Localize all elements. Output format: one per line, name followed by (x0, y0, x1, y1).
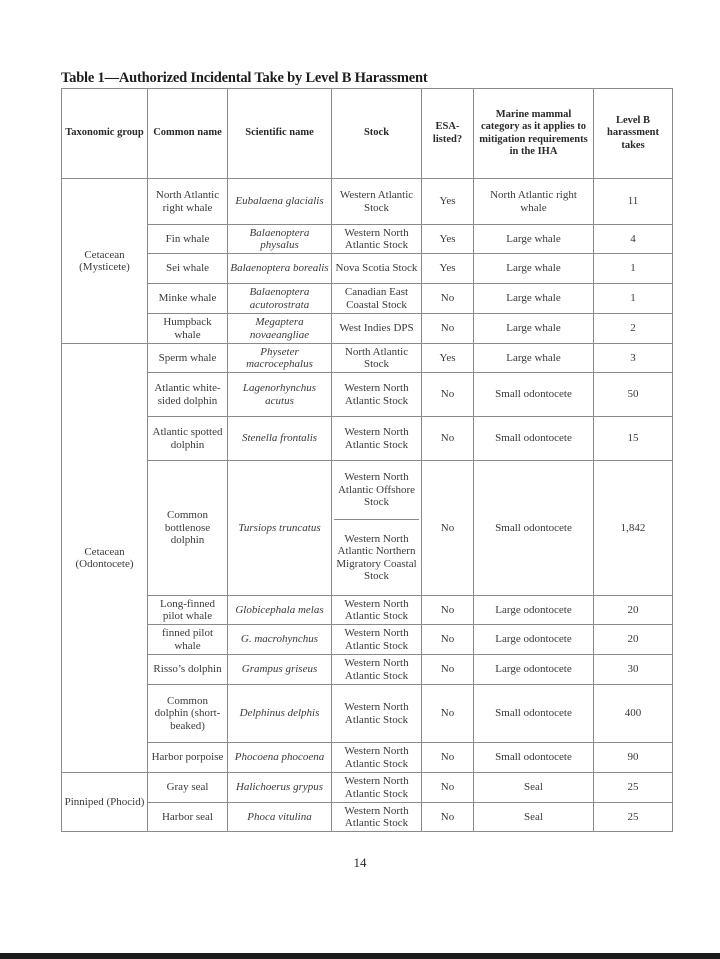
bottom-edge-strip (0, 953, 720, 959)
scientific-name: Stenella frontalis (228, 417, 332, 461)
takes: 30 (594, 655, 673, 685)
category: Large odontocete (474, 625, 594, 655)
scientific-name: Balaenoptera borealis (228, 254, 332, 284)
header-takes: Level B harassment takes (594, 89, 673, 179)
esa-listed: Yes (422, 344, 474, 373)
esa-listed: No (422, 373, 474, 417)
esa-listed: Yes (422, 254, 474, 284)
stock: Western North Atlantic Stock (332, 596, 422, 625)
category: Seal (474, 773, 594, 803)
category: Large whale (474, 225, 594, 254)
table-row (62, 625, 673, 655)
stock: Western North Atlantic Stock (332, 685, 422, 743)
scientific-name: Eubalaena glacialis (228, 179, 332, 225)
group-odontocete: Cetacean (Odontocete) (62, 344, 148, 773)
esa-listed: No (422, 685, 474, 743)
common-name: Sperm whale (148, 344, 228, 373)
scientific-name: Balaenoptera acutorostrata (228, 284, 332, 314)
scientific-name: Halichoerus grypus (228, 773, 332, 803)
table-row (62, 314, 673, 344)
common-name: Minke whale (148, 284, 228, 314)
scientific-name: Globicephala melas (228, 596, 332, 625)
scientific-name: Phocoena phocoena (228, 743, 332, 773)
group-mysticete: Cetacean (Mysticete) (62, 179, 148, 344)
stock: Western North Atlantic Stock (332, 655, 422, 685)
esa-listed: No (422, 625, 474, 655)
table-row (62, 803, 673, 832)
category: Large whale (474, 314, 594, 344)
esa-listed: No (422, 284, 474, 314)
scientific-name: Tursiops truncatus (228, 461, 332, 596)
stock-secondary: Western North Atlantic Northern Migratory Coastal Stock (336, 532, 417, 582)
esa-listed: No (422, 461, 474, 596)
stock: Nova Scotia Stock (332, 254, 422, 284)
category: Large whale (474, 344, 594, 373)
category: Large whale (474, 284, 594, 314)
stock: Western North Atlantic Stock (332, 625, 422, 655)
common-name: Humpback whale (148, 314, 228, 344)
table-row (62, 685, 673, 743)
takes: 20 (594, 625, 673, 655)
esa-listed: No (422, 773, 474, 803)
common-name: Sei whale (148, 254, 228, 284)
table-title: Table 1—Authorized Incidental Take by Level B Harassment (61, 70, 428, 86)
table-row (62, 179, 673, 225)
stock: Western North Atlantic Stock (332, 803, 422, 832)
stock: Western North Atlantic Stock (332, 373, 422, 417)
takes: 15 (594, 417, 673, 461)
common-name: Long-finned pilot whale (148, 596, 228, 625)
table-row (62, 773, 673, 803)
esa-listed: No (422, 417, 474, 461)
category: Seal (474, 803, 594, 832)
scientific-name: Megaptera novaeangliae (228, 314, 332, 344)
category: Small odontocete (474, 417, 594, 461)
header-scientific-name: Scientific name (228, 89, 332, 179)
table-row (62, 284, 673, 314)
header-row (62, 89, 673, 179)
table-row (62, 225, 673, 254)
table-row (62, 461, 673, 596)
esa-listed: No (422, 803, 474, 832)
scientific-name: Delphinus delphis (228, 685, 332, 743)
authorized-take-table (61, 88, 673, 832)
scientific-name: Balaenoptera physalus (228, 225, 332, 254)
esa-listed: No (422, 314, 474, 344)
table-row (62, 373, 673, 417)
table-row (62, 344, 673, 373)
table-row (62, 743, 673, 773)
takes: 1 (594, 254, 673, 284)
header-stock: Stock (332, 89, 422, 179)
scientific-name: Grampus griseus (228, 655, 332, 685)
esa-listed: No (422, 655, 474, 685)
stock: West Indies DPS (332, 314, 422, 344)
common-name: Gray seal (148, 773, 228, 803)
takes: 11 (594, 179, 673, 225)
category: Large whale (474, 254, 594, 284)
common-name: Atlantic white-sided dolphin (148, 373, 228, 417)
takes: 25 (594, 803, 673, 832)
takes: 90 (594, 743, 673, 773)
table-row (62, 596, 673, 625)
takes: 3 (594, 344, 673, 373)
category: Small odontocete (474, 685, 594, 743)
common-name: Harbor porpoise (148, 743, 228, 773)
takes: 1,842 (594, 461, 673, 596)
category: Small odontocete (474, 373, 594, 417)
header-category: Marine mammal category as it applies to mitigation requirements in the IHA (474, 89, 594, 179)
stock: Western North Atlantic Stock (332, 773, 422, 803)
category: Large odontocete (474, 655, 594, 685)
group-phocid: Pinniped (Phocid) (62, 773, 148, 832)
esa-listed: Yes (422, 179, 474, 225)
scientific-name: G. macrohynchus (228, 625, 332, 655)
takes: 50 (594, 373, 673, 417)
page-number: 14 (353, 855, 367, 870)
header-esa-listed: ESA-listed? (422, 89, 474, 179)
common-name: Atlantic spotted dolphin (148, 417, 228, 461)
takes: 400 (594, 685, 673, 743)
takes: 20 (594, 596, 673, 625)
table-row (62, 254, 673, 284)
takes: 2 (594, 314, 673, 344)
common-name: Common bottlenose dolphin (148, 461, 228, 596)
common-name: Harbor seal (148, 803, 228, 832)
esa-listed: Yes (422, 225, 474, 254)
common-name: Risso’s dolphin (148, 655, 228, 685)
category: North Atlantic right whale (474, 179, 594, 225)
common-name: finned pilot whale (148, 625, 228, 655)
header-common-name: Common name (148, 89, 228, 179)
scientific-name: Phoca vitulina (228, 803, 332, 832)
stock: Canadian East Coastal Stock (332, 284, 422, 314)
esa-listed: No (422, 743, 474, 773)
common-name: North Atlantic right whale (148, 179, 228, 225)
esa-listed: No (422, 596, 474, 625)
stock: Western Atlantic Stock (332, 179, 422, 225)
takes: 1 (594, 284, 673, 314)
stock: Western North Atlantic Stock (332, 417, 422, 461)
takes: 4 (594, 225, 673, 254)
header-taxonomic-group: Taxonomic group (62, 89, 148, 179)
stock: Western North Atlantic Offshore Stock (334, 461, 419, 520)
category: Small odontocete (474, 461, 594, 596)
scientific-name: Physeter macrocephalus (228, 344, 332, 373)
stock: North Atlantic Stock (332, 344, 422, 373)
table-row (62, 655, 673, 685)
stock-split-cell (332, 461, 422, 596)
table-row (62, 417, 673, 461)
category: Large odontocete (474, 596, 594, 625)
takes: 25 (594, 773, 673, 803)
stock: Western North Atlantic Stock (332, 743, 422, 773)
scientific-name: Lagenorhynchus acutus (228, 373, 332, 417)
stock: Western North Atlantic Stock (332, 225, 422, 254)
category: Small odontocete (474, 743, 594, 773)
common-name: Common dolphin (short-beaked) (148, 685, 228, 743)
common-name: Fin whale (148, 225, 228, 254)
